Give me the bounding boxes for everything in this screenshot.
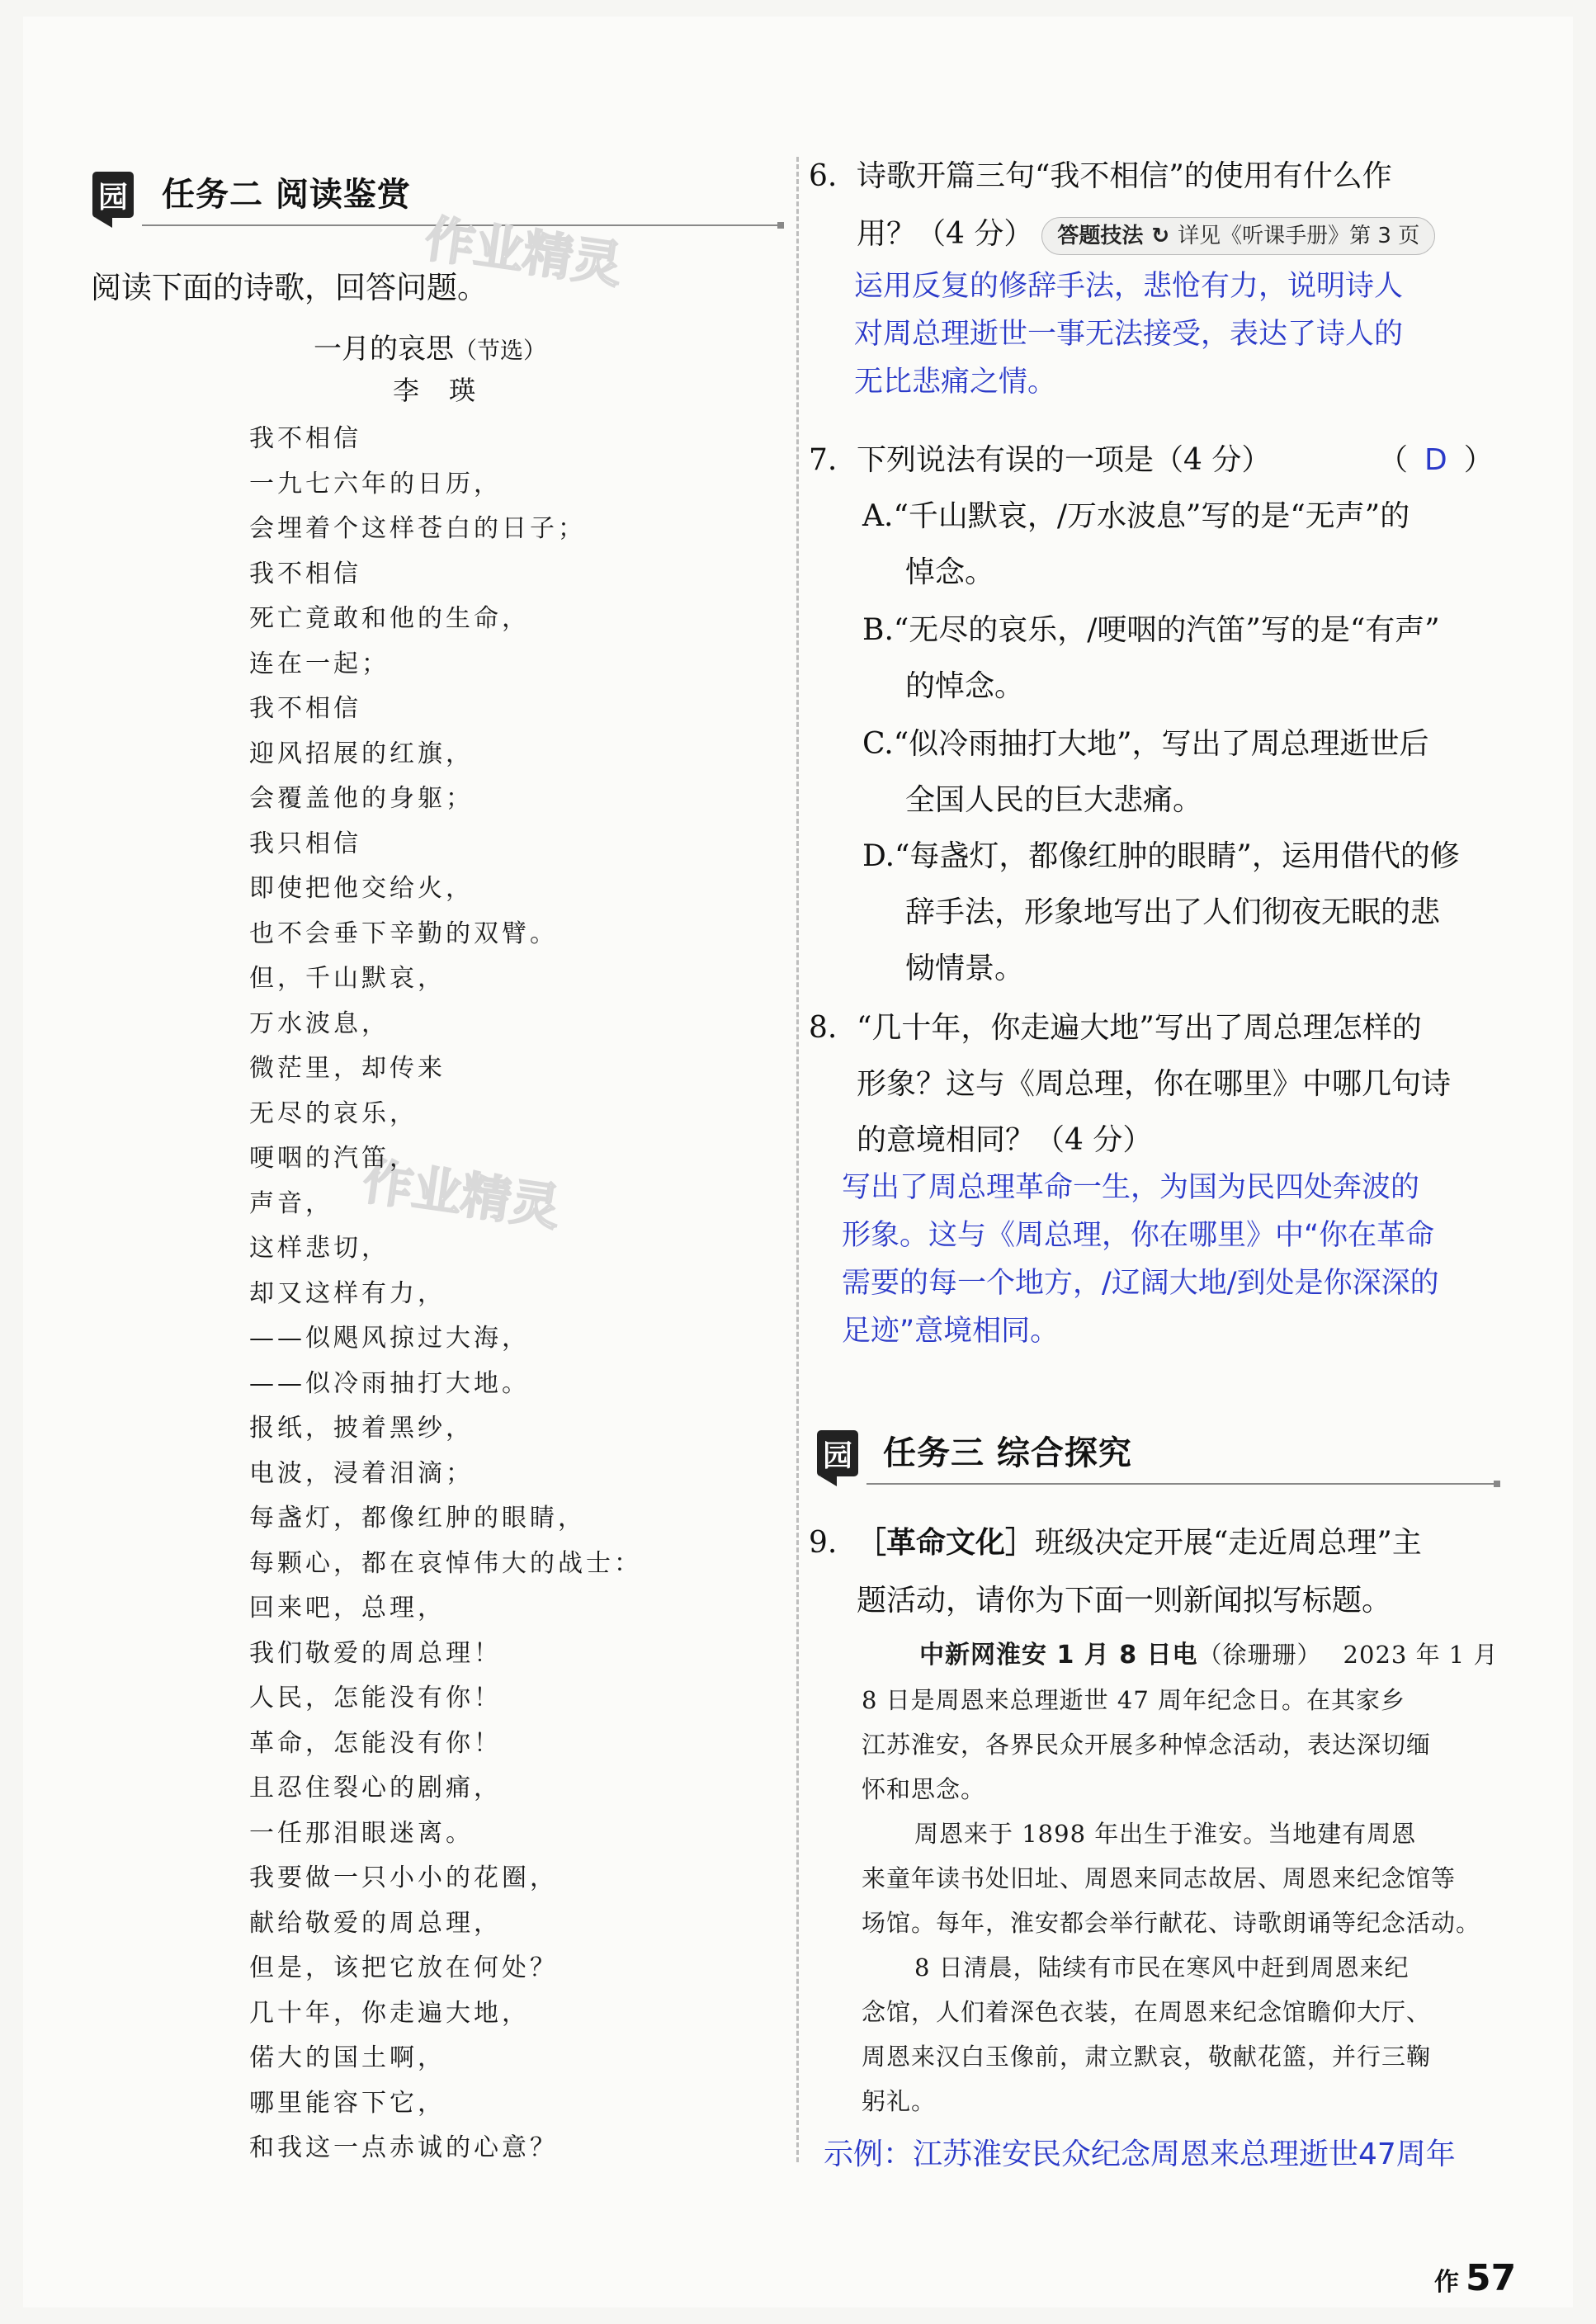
news-line: 8 日是周恩来总理逝世 47 周年纪念日。在其家乡 [862,1686,1406,1714]
poem-line: 微茫里，却传来 [249,1054,446,1083]
question-text: 诗歌开篇三句“我不相信”的使用有什么作 [857,159,1392,193]
poem-line: 电波，浸着泪滴； [249,1458,474,1488]
question-8 [809,1000,1535,1174]
section-title: 任务三 综合探究 [883,1434,1132,1472]
poem-line: 和我这一点赤诚的心意？ [249,2133,558,2162]
question-text: 题活动，请你为下面一则新闻拟写标题。 [857,1584,1392,1618]
answer-line: 对周总理逝世一事无法接受，表达了诗人的 [854,318,1404,351]
poem-line: 报纸，披着黑纱， [249,1414,474,1443]
poem-title [314,326,546,366]
option-line: 辞手法，形象地写出了人们彻夜无眠的悲 [905,895,1441,929]
poem-line: 我们敬爱的周总理！ [249,1638,502,1668]
answer-line: 无比悲痛之情。 [854,366,1057,399]
poem-line: 哪里能容下它， [249,2088,446,2118]
answer-q8 [842,1164,1439,1355]
heading-rule [866,1483,1494,1485]
poem-line: 声音， [249,1188,333,1218]
tip-text: 详见《听课手册》第 3 页 [1178,224,1420,248]
question-text [857,1515,1422,1571]
poem-line: 却又这样有力， [249,1278,446,1308]
question-text: 下列说法有误的一项是（4 分） [857,443,1272,477]
poem-line: 每颗心，都在哀悼伟大的战士： [249,1548,642,1578]
poem-line: 革命，怎能没有你！ [249,1728,502,1758]
option-d [862,829,1460,997]
news-line: 周恩来汉白玉像前，肃立默哀，敬献花篮，并行三鞠 [862,2043,1432,2071]
bracket-close: ） [1463,443,1494,477]
option-b [862,602,1440,715]
poem-line: 连在一起； [249,649,390,678]
answer-bracket [1378,432,1494,489]
option-c [862,716,1429,829]
poem-line: 我不相信 [249,694,361,723]
question-6 [809,149,1535,264]
option-line: A.“千山默哀，/万水波息”写的是“无声”的 [862,499,1410,533]
poem-line: 迎风招展的红旗， [249,739,474,768]
poem-line: 万水波息， [249,1008,390,1038]
section-title: 任务二 阅读鉴赏 [162,176,411,214]
option-line: B.“无尽的哀乐，/哽咽的汽笛”写的是“有声” [862,613,1440,647]
answer-line: 足迹”意境相同。 [842,1315,1060,1348]
news-line: 场馆。每年，淮安都会举行献花、诗歌朗诵等纪念活动。 [862,1909,1481,1937]
answer-line: 运用反复的修辞手法，悲怆有力，说明诗人 [854,270,1404,303]
poem-line: 几十年，你走遍大地， [249,1998,530,2028]
poem-lines [249,417,642,2171]
news-line: 周恩来于 1898 年出生于淮安。当地建有周恩 [914,1820,1417,1848]
answer-line: 需要的每一个地方，/辽阔大地/到处是你深深的 [842,1267,1439,1300]
news-line: 怀和思念。 [862,1775,986,1803]
poem-line: 我只相信 [249,829,361,858]
chevron-loop-icon: ↻ [1151,224,1170,248]
option-line: D.“每盏灯，都像红肿的眼睛”，运用借代的修 [862,839,1460,873]
tip-box[interactable] [1041,217,1435,255]
column-divider [796,157,799,2162]
page-number-value: 57 [1466,2257,1517,2299]
option-line: 的悼念。 [905,669,1025,703]
poem-line: 每盏灯，都像红肿的眼睛， [249,1504,586,1533]
option-line: 全国人民的巨大悲痛。 [905,783,1203,817]
watermark: 作业精灵 [359,1152,564,1238]
poem-line: 回来吧，总理， [249,1594,446,1623]
poem-title-text: 一月的哀思 [314,333,454,366]
poem-line: 这样悲切， [249,1234,390,1263]
poem-line: 但，千山默哀， [249,964,446,993]
answer-line: 写出了周总理革命一生，为国为民四处奔波的 [842,1171,1420,1204]
poem-line: 会覆盖他的身躯； [249,784,474,813]
poem-author: 李瑛 [393,375,506,406]
question-7 [809,432,1535,489]
poem-line: 我不相信 [249,559,361,588]
topic-tag: ［革命文化］ [857,1526,1036,1560]
poem-line: ——似飓风掠过大海， [249,1324,530,1353]
question-text: “几十年，你走遍大地”写出了周总理怎样的 [857,1011,1422,1045]
poem-line: 会埋着个这样苍白的日子； [249,514,586,543]
news-author: （徐珊珊） [1197,1641,1322,1669]
poem-line: 即使把他交给火， [249,874,474,903]
poem-line: 献给敬爱的周总理， [249,1908,502,1938]
poem-line: 我不相信 [249,424,361,453]
tip-label: 答题技法 [1057,224,1144,248]
question-text [857,206,1435,262]
option-a [862,489,1409,601]
option-line: 恸情景。 [905,952,1025,985]
answer-choice: D [1424,443,1447,477]
page-prefix: 作 [1434,2268,1459,2297]
poem-line: 一九七六年的日历， [249,469,502,498]
question-number: 9. [809,1526,838,1560]
poem-line: 我要做一只小小的花圈， [249,1863,558,1892]
poem-subtitle: （节选） [454,337,547,364]
poem-line: 死亡竟敢和他的生命， [249,604,530,633]
news-line: 来童年读书处旧址、周恩来同志故居、周恩来纪念馆等 [862,1864,1457,1892]
poem-line: ——似冷雨抽打大地。 [249,1368,530,1398]
poem-line: 也不会垂下辛勤的双臂。 [249,919,558,948]
poem-line: 一任那泪眼迷离。 [249,1818,474,1848]
question-number: 7. [809,443,838,477]
news-line: 江苏淮安，各界民众开展多种悼念活动，表达深切缅 [862,1731,1432,1759]
news-line [862,1632,1498,1678]
bracket-open: （ [1378,443,1409,477]
poem-line: 人民，怎能没有你！ [249,1684,502,1712]
news-excerpt [862,1632,1498,2123]
question-text-line: 班级决定开展“走近周总理”主 [1035,1526,1422,1560]
question-9 [809,1515,1535,1631]
question-text: 形象？这与《周总理，你在哪里》中哪几句诗 [857,1067,1452,1101]
poem-line: 偌大的国土啊， [249,2043,446,2072]
section-icon: 园 [817,1430,858,1476]
news-line: 8 日清晨，陆续有市民在寒风中赶到周恩来纪 [914,1953,1409,1982]
question-number: 8. [809,1011,838,1045]
poem-line: 但是，该把它放在何处？ [249,1953,558,1982]
answer-q9: 示例：江苏淮安民众纪念周恩来总理逝世47周年 [824,2137,1456,2171]
page-number [1434,2257,1516,2299]
option-line: C.“似冷雨抽打大地”，写出了周总理逝世后 [862,727,1429,761]
question-text: 的意境相同？（4 分） [857,1123,1153,1157]
poem-line: 无尽的哀乐， [249,1098,418,1128]
news-text: 2023 年 1 月 [1343,1641,1499,1669]
poem-line: 哽咽的汽笛， [249,1144,418,1173]
question-text-line: 用？（4 分） [857,217,1034,251]
question-number: 6. [809,159,838,193]
answer-q6 [854,262,1403,406]
answer-line: 形象。这与《周总理，你在哪里》中“你在革命 [842,1219,1435,1252]
reading-instruction: 阅读下面的诗歌，回答问题。 [91,270,488,305]
news-line: 念馆，人们着深色衣装，在周恩来纪念馆瞻仰大厅、 [862,1998,1432,2026]
option-line: 悼念。 [905,555,995,589]
watermark: 作业精灵 [421,210,626,295]
news-lead: 中新网淮安 1 月 8 日电 [919,1641,1198,1670]
section-heading-inquiry [817,1424,1494,1490]
section-icon: 园 [92,172,134,218]
poem-line: 且忍住裂心的剧痛， [249,1774,502,1802]
news-line: 躬礼。 [862,2087,937,2115]
